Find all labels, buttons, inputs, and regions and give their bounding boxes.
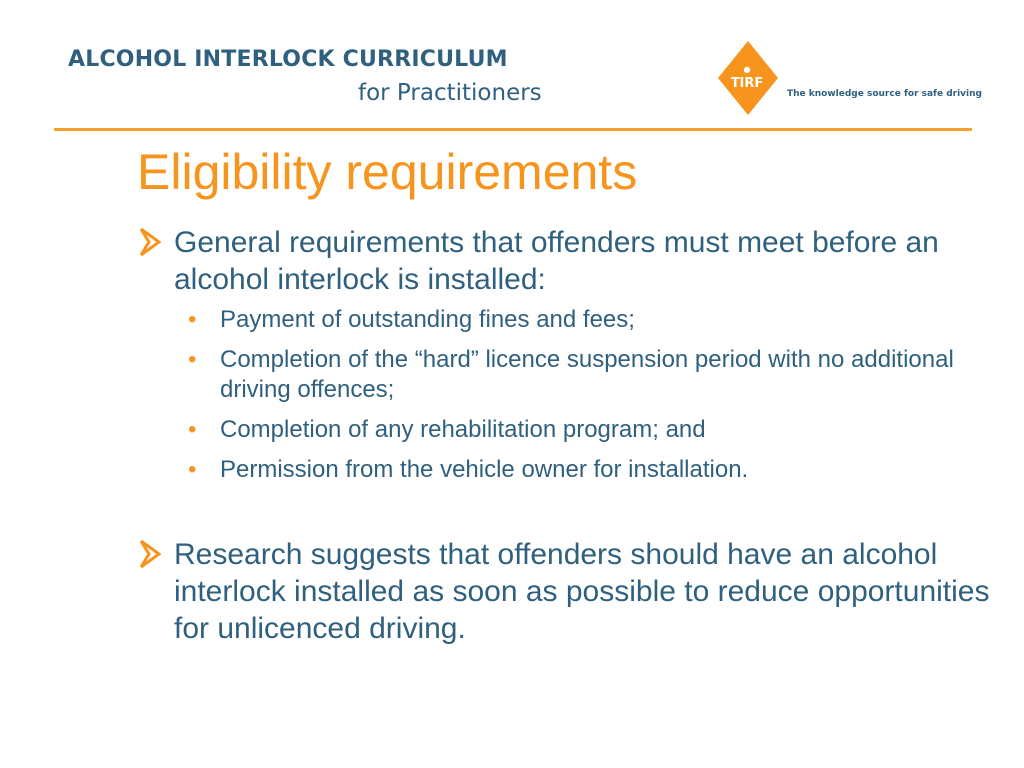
dot-bullet-icon: • bbox=[188, 306, 197, 333]
sub-bullet-item bbox=[136, 345, 996, 405]
slide-title: Eligibility requirements bbox=[137, 144, 638, 200]
tirf-diamond-logo-icon bbox=[716, 39, 780, 117]
bullet-general-requirements bbox=[136, 224, 996, 298]
sub-bullet-item bbox=[136, 455, 996, 485]
arrow-bullet-icon bbox=[139, 227, 163, 257]
sub-bullet-text: Completion of any rehabilitation program; and bbox=[220, 416, 706, 443]
tagline: The knowledge source for safe driving bbox=[787, 89, 982, 99]
logo-text: TIRF bbox=[730, 76, 764, 91]
sub-bullet-text: Completion of the “hard” licence suspension period with no additional driving offences; bbox=[220, 346, 954, 403]
header-divider bbox=[54, 128, 972, 131]
sub-bullet-item bbox=[136, 415, 996, 445]
sub-bullet-list bbox=[136, 305, 996, 485]
arrow-bullet-icon bbox=[139, 539, 163, 569]
curriculum-subtitle: for Practitioners bbox=[358, 80, 542, 106]
slide-content bbox=[136, 224, 996, 647]
dot-bullet-icon: • bbox=[188, 416, 197, 443]
bullet-text: General requirements that offenders must meet before an alcohol interlock is installed: bbox=[174, 226, 939, 296]
sub-bullet-text: Payment of outstanding fines and fees; bbox=[220, 306, 635, 333]
bullet-text: Research suggests that offenders should have an alcohol interlock installed as soon as possible to reduce opportunities for unlicenced driving. bbox=[174, 538, 990, 645]
bullet-research-suggests bbox=[136, 536, 996, 647]
sub-bullet-text: Permission from the vehicle owner for installation. bbox=[220, 456, 749, 483]
curriculum-title: ALCOHOL INTERLOCK CURRICULUM bbox=[68, 47, 508, 72]
dot-bullet-icon: • bbox=[188, 346, 197, 373]
sub-bullet-item bbox=[136, 305, 996, 335]
spacer bbox=[136, 495, 996, 536]
dot-bullet-icon: • bbox=[188, 456, 197, 483]
